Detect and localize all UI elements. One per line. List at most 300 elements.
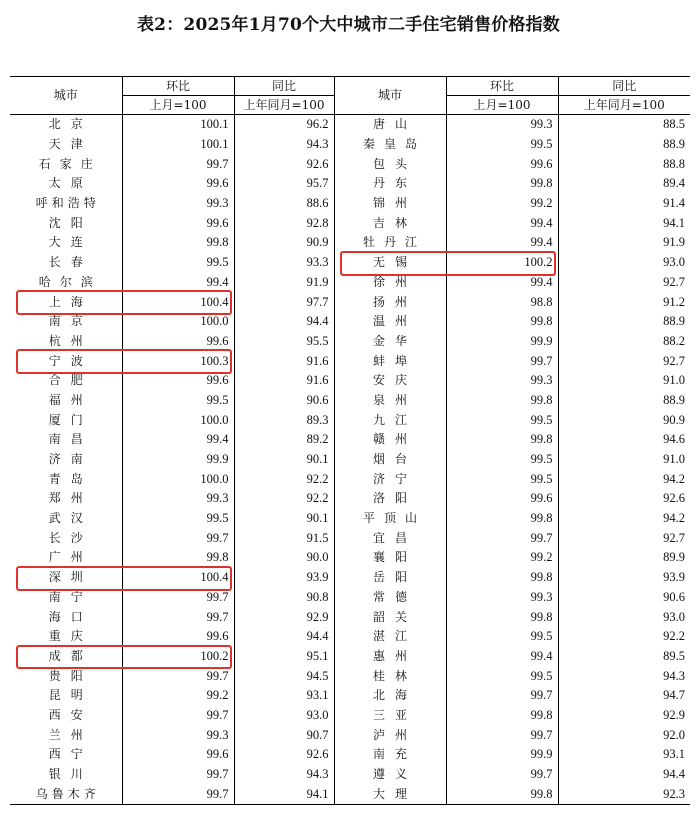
mom-value: 99.5 — [122, 391, 234, 411]
yoy-value: 89.9 — [558, 548, 690, 568]
city-name: 金华 — [373, 333, 407, 348]
city-cell — [334, 135, 446, 155]
city-cell — [10, 528, 122, 548]
yoy-value: 89.2 — [234, 430, 334, 450]
yoy-value: 94.2 — [558, 469, 690, 489]
city-name: 泸州 — [373, 727, 407, 742]
city-name: 常德 — [373, 589, 407, 604]
table-row — [10, 725, 690, 745]
city-name: 九江 — [373, 412, 407, 427]
mom-value: 99.3 — [446, 371, 558, 391]
yoy-value: 94.5 — [234, 666, 334, 686]
city-name: 重庆 — [48, 629, 83, 644]
city-cell — [10, 194, 122, 214]
mom-value: 99.7 — [446, 528, 558, 548]
table-row — [10, 745, 690, 765]
table-row — [10, 253, 690, 273]
city-name: 烟台 — [373, 452, 407, 467]
yoy-value: 88.6 — [234, 194, 334, 214]
city-cell — [334, 469, 446, 489]
city-name: 济宁 — [373, 471, 407, 486]
yoy-value: 90.6 — [234, 391, 334, 411]
city-cell — [334, 154, 446, 174]
city-cell — [10, 509, 122, 529]
table-row — [10, 273, 690, 293]
table-row — [10, 607, 690, 627]
city-name: 蚌埠 — [373, 353, 407, 368]
city-cell — [334, 312, 446, 332]
city-cell — [334, 568, 446, 588]
table-body — [10, 115, 690, 805]
yoy-value: 91.4 — [558, 194, 690, 214]
city-cell — [334, 174, 446, 194]
mom-value: 99.5 — [446, 469, 558, 489]
city-cell — [10, 450, 122, 470]
table-row — [10, 706, 690, 726]
header-mom-left: 环比 — [122, 77, 234, 96]
mom-value: 100.3 — [122, 351, 234, 371]
page-title: 表2：2025年1月70个大中城市二手住宅销售价格指数 — [136, 15, 561, 35]
city-name: 平顶山 — [363, 511, 417, 526]
yoy-value: 90.8 — [234, 588, 334, 608]
yoy-value: 92.2 — [234, 469, 334, 489]
mom-value: 99.7 — [122, 765, 234, 785]
table-row — [10, 548, 690, 568]
mom-value: 99.7 — [446, 686, 558, 706]
city-cell — [10, 627, 122, 647]
mom-value: 99.5 — [122, 509, 234, 529]
mom-value: 99.9 — [122, 450, 234, 470]
city-name: 韶关 — [373, 609, 407, 624]
city-name: 昆明 — [48, 688, 83, 703]
yoy-value: 90.1 — [234, 509, 334, 529]
mom-value: 99.6 — [122, 627, 234, 647]
mom-value: 99.2 — [446, 194, 558, 214]
header-yoy-base-left: 上年同月=100 — [234, 96, 334, 115]
city-cell — [10, 568, 122, 588]
header-mom-right: 环比 — [446, 77, 558, 96]
yoy-value: 94.4 — [558, 765, 690, 785]
city-cell — [334, 489, 446, 509]
header-mom-base-left: 上月=100 — [122, 96, 234, 115]
city-cell — [334, 647, 446, 667]
city-cell — [10, 469, 122, 489]
city-cell — [10, 686, 122, 706]
yoy-value: 94.4 — [234, 627, 334, 647]
city-name: 广州 — [48, 550, 83, 565]
yoy-value: 95.7 — [234, 174, 334, 194]
header-yoy-right: 同比 — [558, 77, 690, 96]
mom-value: 100.0 — [122, 469, 234, 489]
city-name: 洛阳 — [373, 491, 407, 506]
mom-value: 100.1 — [122, 115, 234, 135]
yoy-value: 91.9 — [558, 233, 690, 253]
mom-value: 99.9 — [446, 332, 558, 352]
mom-value: 100.2 — [446, 253, 558, 273]
city-cell — [10, 292, 122, 312]
mom-value: 99.4 — [446, 213, 558, 233]
city-cell — [334, 391, 446, 411]
city-cell — [334, 706, 446, 726]
city-cell — [10, 765, 122, 785]
table-row — [10, 332, 690, 352]
mom-value: 99.3 — [122, 489, 234, 509]
mom-value: 99.6 — [122, 371, 234, 391]
yoy-value: 92.7 — [558, 528, 690, 548]
city-name: 湛江 — [373, 629, 407, 644]
table-row — [10, 391, 690, 411]
city-name: 福州 — [48, 392, 83, 407]
city-name: 襄阳 — [373, 550, 407, 565]
mom-value: 99.5 — [446, 410, 558, 430]
mom-value: 99.7 — [122, 784, 234, 804]
table-row — [10, 194, 690, 214]
mom-value: 99.7 — [446, 765, 558, 785]
mom-value: 99.6 — [122, 332, 234, 352]
mom-value: 99.5 — [446, 135, 558, 155]
mom-value: 100.1 — [122, 135, 234, 155]
city-cell — [334, 627, 446, 647]
mom-value: 99.6 — [122, 174, 234, 194]
city-name: 秦皇岛 — [363, 137, 417, 152]
city-name: 上海 — [48, 294, 83, 309]
city-name: 赣州 — [373, 432, 407, 447]
city-name: 无锡 — [373, 255, 407, 270]
yoy-value: 93.9 — [558, 568, 690, 588]
table-row — [10, 213, 690, 233]
city-cell — [334, 784, 446, 804]
city-name: 海口 — [48, 609, 83, 624]
yoy-value: 92.2 — [234, 489, 334, 509]
city-name: 北海 — [373, 688, 407, 703]
city-cell — [334, 588, 446, 608]
city-name: 惠州 — [373, 648, 407, 663]
mom-value: 100.4 — [122, 292, 234, 312]
city-name: 天津 — [48, 137, 83, 152]
city-name: 岳阳 — [373, 570, 407, 585]
yoy-value: 92.2 — [558, 627, 690, 647]
mom-value: 99.6 — [122, 213, 234, 233]
table-row — [10, 686, 690, 706]
city-cell — [10, 351, 122, 371]
mom-value: 99.7 — [122, 706, 234, 726]
city-name: 济南 — [48, 452, 83, 467]
city-cell — [10, 706, 122, 726]
city-cell — [10, 213, 122, 233]
city-name: 青岛 — [48, 471, 83, 486]
mom-value: 99.8 — [122, 548, 234, 568]
table-row — [10, 233, 690, 253]
city-name: 兰州 — [48, 727, 83, 742]
city-cell — [334, 194, 446, 214]
mom-value: 99.8 — [446, 509, 558, 529]
city-name: 呼和浩特 — [35, 196, 96, 211]
city-cell — [334, 371, 446, 391]
mom-value: 99.5 — [122, 253, 234, 273]
yoy-value: 94.3 — [234, 765, 334, 785]
table-row — [10, 371, 690, 391]
table-row — [10, 568, 690, 588]
city-cell — [10, 647, 122, 667]
city-cell — [334, 233, 446, 253]
yoy-value: 93.0 — [234, 706, 334, 726]
mom-value: 99.5 — [446, 666, 558, 686]
yoy-value: 92.0 — [558, 725, 690, 745]
mom-value: 99.7 — [446, 351, 558, 371]
yoy-value: 94.4 — [234, 312, 334, 332]
table-row — [10, 765, 690, 785]
mom-value: 99.8 — [122, 233, 234, 253]
header-mom-base-right: 上月=100 — [446, 96, 558, 115]
yoy-value: 91.2 — [558, 292, 690, 312]
yoy-value: 95.5 — [234, 332, 334, 352]
mom-value: 99.8 — [446, 174, 558, 194]
city-cell — [10, 607, 122, 627]
yoy-value: 93.1 — [234, 686, 334, 706]
city-name: 牡丹江 — [363, 235, 417, 250]
header-city-left: 城市 — [10, 77, 122, 115]
city-cell — [334, 765, 446, 785]
mom-value: 99.7 — [122, 528, 234, 548]
table-row — [10, 351, 690, 371]
mom-value: 99.8 — [446, 568, 558, 588]
yoy-value: 92.6 — [234, 154, 334, 174]
yoy-value: 94.3 — [558, 666, 690, 686]
city-cell — [10, 154, 122, 174]
city-name: 丹东 — [373, 176, 407, 191]
city-cell — [334, 548, 446, 568]
city-cell — [10, 273, 122, 293]
mom-value: 99.6 — [446, 489, 558, 509]
yoy-value: 92.9 — [234, 607, 334, 627]
city-cell — [10, 253, 122, 273]
yoy-value: 96.2 — [234, 115, 334, 135]
yoy-value: 91.6 — [234, 371, 334, 391]
yoy-value: 90.0 — [234, 548, 334, 568]
yoy-value: 88.5 — [558, 115, 690, 135]
yoy-value: 91.5 — [234, 528, 334, 548]
city-cell — [334, 253, 446, 273]
city-cell — [10, 391, 122, 411]
header-yoy-left: 同比 — [234, 77, 334, 96]
mom-value: 99.3 — [122, 725, 234, 745]
city-name: 石家庄 — [38, 156, 93, 171]
yoy-value: 93.0 — [558, 607, 690, 627]
city-cell — [334, 509, 446, 529]
yoy-value: 91.9 — [234, 273, 334, 293]
city-cell — [10, 548, 122, 568]
city-cell — [10, 332, 122, 352]
yoy-value: 94.7 — [558, 686, 690, 706]
table-row — [10, 174, 690, 194]
table-row — [10, 666, 690, 686]
mom-value: 99.3 — [446, 588, 558, 608]
yoy-value: 94.1 — [558, 213, 690, 233]
yoy-value: 91.6 — [234, 351, 334, 371]
city-cell — [10, 410, 122, 430]
yoy-value: 93.1 — [558, 745, 690, 765]
city-cell — [334, 273, 446, 293]
yoy-value: 88.9 — [558, 391, 690, 411]
city-name: 沈阳 — [48, 215, 83, 230]
city-cell — [334, 351, 446, 371]
city-name: 长春 — [48, 255, 83, 270]
yoy-value: 92.7 — [558, 273, 690, 293]
yoy-value: 88.8 — [558, 154, 690, 174]
city-name: 武汉 — [48, 511, 83, 526]
yoy-value: 90.9 — [558, 410, 690, 430]
yoy-value: 92.6 — [234, 745, 334, 765]
yoy-value: 94.6 — [558, 430, 690, 450]
city-name: 唐山 — [373, 117, 407, 132]
table-row — [10, 292, 690, 312]
mom-value: 99.9 — [446, 745, 558, 765]
city-name: 杭州 — [48, 333, 83, 348]
mom-value: 99.8 — [446, 706, 558, 726]
mom-value: 99.4 — [122, 430, 234, 450]
table-row — [10, 489, 690, 509]
table-row — [10, 450, 690, 470]
yoy-value: 90.1 — [234, 450, 334, 470]
yoy-value: 94.1 — [234, 784, 334, 804]
mom-value: 99.4 — [446, 647, 558, 667]
table-row — [10, 135, 690, 155]
mom-value: 99.2 — [446, 548, 558, 568]
yoy-value: 90.9 — [234, 233, 334, 253]
city-cell — [10, 312, 122, 332]
mom-value: 99.8 — [446, 430, 558, 450]
city-name: 乌鲁木齐 — [35, 786, 96, 801]
city-cell — [334, 332, 446, 352]
city-cell — [334, 430, 446, 450]
city-cell — [334, 686, 446, 706]
mom-value: 99.7 — [446, 725, 558, 745]
city-cell — [10, 371, 122, 391]
city-name: 银川 — [48, 767, 83, 782]
city-cell — [334, 450, 446, 470]
table-row — [10, 784, 690, 804]
city-name: 西安 — [48, 707, 83, 722]
city-cell — [10, 430, 122, 450]
city-name: 宁波 — [48, 353, 83, 368]
table-row — [10, 115, 690, 135]
city-cell — [10, 745, 122, 765]
yoy-value: 92.7 — [558, 351, 690, 371]
city-cell — [334, 607, 446, 627]
yoy-value: 91.0 — [558, 371, 690, 391]
table-row — [10, 528, 690, 548]
table-row — [10, 469, 690, 489]
city-name: 合肥 — [48, 373, 83, 388]
yoy-value: 90.7 — [234, 725, 334, 745]
mom-value: 98.8 — [446, 292, 558, 312]
city-name: 南京 — [48, 314, 83, 329]
city-name: 徐州 — [373, 274, 407, 289]
yoy-value: 92.9 — [558, 706, 690, 726]
city-cell — [334, 745, 446, 765]
header-yoy-base-right: 上年同月=100 — [558, 96, 690, 115]
city-cell — [334, 666, 446, 686]
price-index-table — [10, 76, 690, 805]
mom-value: 99.5 — [446, 627, 558, 647]
yoy-value: 88.9 — [558, 312, 690, 332]
mom-value: 99.6 — [446, 154, 558, 174]
city-cell — [10, 725, 122, 745]
yoy-value: 89.3 — [234, 410, 334, 430]
mom-value: 99.3 — [446, 115, 558, 135]
city-name: 郑州 — [48, 491, 83, 506]
mom-value: 99.3 — [122, 194, 234, 214]
table-row — [10, 154, 690, 174]
city-name: 锦州 — [373, 196, 407, 211]
city-name: 太原 — [48, 176, 83, 191]
city-cell — [10, 233, 122, 253]
city-name: 北京 — [48, 117, 83, 132]
city-name: 泉州 — [373, 392, 407, 407]
yoy-value: 93.0 — [558, 253, 690, 273]
mom-value: 99.4 — [122, 273, 234, 293]
mom-value: 99.6 — [122, 745, 234, 765]
yoy-value: 95.1 — [234, 647, 334, 667]
yoy-value: 93.3 — [234, 253, 334, 273]
mom-value: 99.7 — [122, 607, 234, 627]
city-cell — [10, 489, 122, 509]
city-name: 贵阳 — [48, 668, 83, 683]
table-row — [10, 410, 690, 430]
city-cell — [334, 213, 446, 233]
city-name: 大理 — [373, 786, 407, 801]
table-row — [10, 509, 690, 529]
city-cell — [10, 115, 122, 135]
yoy-value: 94.3 — [234, 135, 334, 155]
city-name: 西宁 — [48, 747, 83, 762]
mom-value: 99.8 — [446, 312, 558, 332]
city-name: 厦门 — [48, 412, 83, 427]
yoy-value: 93.9 — [234, 568, 334, 588]
city-name: 包头 — [373, 156, 407, 171]
mom-value: 99.8 — [446, 607, 558, 627]
mom-value: 99.5 — [446, 450, 558, 470]
mom-value: 100.0 — [122, 410, 234, 430]
mom-value: 99.8 — [446, 784, 558, 804]
city-name: 南充 — [373, 747, 407, 762]
mom-value: 99.4 — [446, 233, 558, 253]
city-name: 大连 — [48, 235, 83, 250]
city-name: 遵义 — [373, 767, 407, 782]
mom-value: 99.2 — [122, 686, 234, 706]
mom-value: 99.7 — [122, 154, 234, 174]
mom-value: 100.2 — [122, 647, 234, 667]
mom-value: 99.4 — [446, 273, 558, 293]
yoy-value: 91.0 — [558, 450, 690, 470]
city-cell — [334, 410, 446, 430]
yoy-value: 94.2 — [558, 509, 690, 529]
mom-value: 99.7 — [122, 588, 234, 608]
yoy-value: 89.5 — [558, 647, 690, 667]
city-name: 安庆 — [373, 373, 407, 388]
mom-value: 100.0 — [122, 312, 234, 332]
yoy-value: 92.8 — [234, 213, 334, 233]
city-cell — [10, 174, 122, 194]
table-row — [10, 647, 690, 667]
yoy-value: 90.6 — [558, 588, 690, 608]
table-row — [10, 430, 690, 450]
table-row — [10, 588, 690, 608]
header-city-right: 城市 — [334, 77, 446, 115]
city-name: 扬州 — [373, 294, 407, 309]
city-name: 南昌 — [48, 432, 83, 447]
yoy-value: 97.7 — [234, 292, 334, 312]
